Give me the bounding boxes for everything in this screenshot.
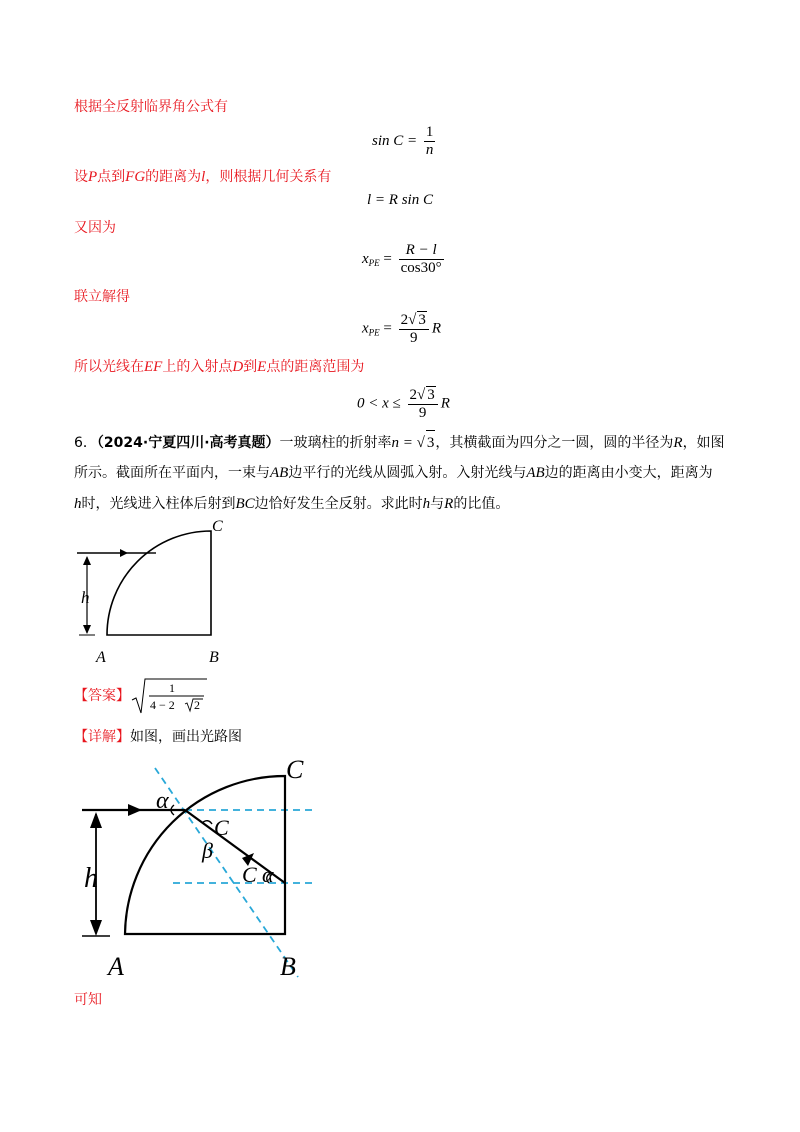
eq: = bbox=[383, 250, 392, 267]
frac: $\frac{2√ 3}{9}$ bbox=[399, 311, 429, 347]
label-alpha: α bbox=[156, 788, 169, 814]
answer-den-a: 4 − 2 bbox=[150, 698, 175, 712]
label-h: h bbox=[81, 588, 90, 607]
var-h: h bbox=[422, 496, 431, 512]
frac: $\frac{2√ 3}{9}$ bbox=[408, 386, 438, 422]
var-bc: BC bbox=[235, 496, 255, 512]
var-e: E bbox=[257, 359, 267, 375]
var-fg: FG bbox=[125, 169, 146, 185]
num-a: 2 bbox=[400, 312, 409, 328]
label-h: h bbox=[84, 863, 98, 894]
answer-num: 1 bbox=[169, 681, 175, 695]
detail-text: 如图，画出光路图 bbox=[130, 729, 242, 745]
text: 上的入射点 bbox=[162, 359, 233, 375]
label-angle-c2: C bbox=[242, 862, 257, 887]
problem-line-1: 6．（2024·宁夏四川·高考真题）一玻璃柱的折射率n = √ 3，其横截面为四分之一圆，圆的半径为R，如图 bbox=[74, 430, 725, 455]
text: 所示。截面所在平面内，一束与 bbox=[74, 465, 270, 481]
text: 边的距离由小变大，距离为 bbox=[544, 465, 713, 481]
figure-light-path bbox=[70, 752, 350, 984]
sqrt-3: 3 bbox=[426, 430, 436, 455]
label-a: A bbox=[96, 649, 106, 666]
detail bbox=[74, 725, 242, 749]
x: x bbox=[362, 320, 369, 337]
n-eq: n = bbox=[391, 435, 417, 451]
lhs: 0 < x ≤ bbox=[357, 395, 401, 412]
formula-sinC-lhs: sin C = bbox=[372, 132, 418, 149]
label-a: A bbox=[108, 952, 124, 981]
label-b: B bbox=[280, 952, 296, 981]
formula-range bbox=[357, 386, 450, 422]
detail-tag: 【详解】 bbox=[74, 729, 130, 745]
line-because: 又因为 bbox=[74, 220, 116, 236]
answer-tag: 【答案】 bbox=[74, 688, 130, 704]
var-p: P bbox=[88, 169, 98, 185]
formula-l: l = R sin C bbox=[367, 192, 433, 208]
figure-quarter-circle bbox=[70, 515, 240, 670]
answer-formula bbox=[130, 676, 208, 716]
text: 的距离为 bbox=[145, 169, 202, 185]
num-b: 3 bbox=[427, 387, 435, 403]
formula-xpe-1 bbox=[362, 242, 447, 277]
label-c: C bbox=[286, 755, 304, 784]
text: 一玻璃柱的折射率 bbox=[279, 435, 392, 451]
var-ab: AB bbox=[526, 465, 545, 481]
text: 到 bbox=[243, 359, 258, 375]
text: 与 bbox=[430, 496, 445, 512]
problem-line-2 bbox=[74, 461, 713, 485]
sub: PE bbox=[368, 257, 380, 268]
h-arrow-down bbox=[83, 625, 91, 634]
footer-text: 可知 bbox=[74, 992, 102, 1008]
formula-xpe-2 bbox=[362, 311, 441, 347]
text: 边恰好发生全反射。求此时 bbox=[254, 496, 423, 512]
den: n bbox=[425, 142, 434, 158]
r: R bbox=[431, 320, 442, 337]
text: 所以光线在 bbox=[74, 359, 144, 375]
incident-ray-arrowhead bbox=[128, 804, 142, 816]
label-alpha2: α bbox=[262, 862, 274, 887]
x: x bbox=[362, 250, 369, 267]
text: 的比值。 bbox=[453, 496, 510, 512]
var-r: R bbox=[673, 435, 683, 451]
quarter-circle-shape bbox=[107, 531, 211, 635]
text: 点的距离范围为 bbox=[266, 359, 365, 375]
var-ef: EF bbox=[144, 359, 163, 375]
line-critical-angle: 根据全反射临界角公式有 bbox=[74, 99, 228, 115]
formula-sinC-frac bbox=[424, 124, 436, 159]
num: 1 bbox=[425, 124, 434, 140]
answer bbox=[74, 676, 208, 716]
h-arrow-up bbox=[83, 556, 91, 565]
den: cos30° bbox=[400, 260, 442, 276]
text: 时，光线进入柱体后射到 bbox=[81, 496, 236, 512]
problem-number: 6． bbox=[74, 435, 97, 451]
num-b: 3 bbox=[418, 312, 426, 328]
eq: = bbox=[383, 320, 392, 337]
line-range bbox=[74, 358, 364, 376]
answer-den-b: 2 bbox=[194, 698, 200, 712]
line-distance-l bbox=[74, 168, 331, 186]
var-l: l bbox=[201, 169, 206, 185]
text: ，其横截面为四分之一圆，圆的半径为 bbox=[435, 435, 674, 451]
text: ，如图 bbox=[682, 435, 725, 451]
formula-sinC bbox=[372, 124, 438, 159]
var-h: h bbox=[74, 496, 82, 512]
problem-source: （2024·宁夏四川·高考真题） bbox=[96, 435, 280, 451]
label-b: B bbox=[209, 649, 219, 666]
normal-dashed-line bbox=[155, 768, 298, 977]
text: 点到 bbox=[97, 169, 126, 185]
text: 设 bbox=[74, 169, 88, 185]
text: ，则根据几何关系有 bbox=[205, 169, 332, 185]
var-r: R bbox=[444, 496, 454, 512]
h-arrow-down bbox=[90, 920, 102, 936]
den: 9 bbox=[410, 330, 418, 346]
label-c: C bbox=[212, 518, 223, 535]
line-solve: 联立解得 bbox=[74, 289, 130, 305]
num: R − l bbox=[399, 242, 444, 260]
var-d: D bbox=[232, 359, 244, 375]
h-arrow-up bbox=[90, 812, 102, 828]
sub: PE bbox=[368, 327, 380, 338]
label-beta: β bbox=[202, 838, 213, 863]
label-angle-c: C bbox=[214, 815, 229, 840]
r: R bbox=[440, 395, 450, 412]
den: 9 bbox=[418, 405, 427, 421]
frac bbox=[399, 242, 444, 277]
problem-line-3 bbox=[74, 492, 509, 516]
text: 边平行的光线从圆弧入射。入射光线与 bbox=[288, 465, 527, 481]
var-ab: AB bbox=[270, 465, 289, 481]
num-a: 2 bbox=[409, 387, 418, 403]
ray-arrowhead bbox=[120, 549, 128, 557]
